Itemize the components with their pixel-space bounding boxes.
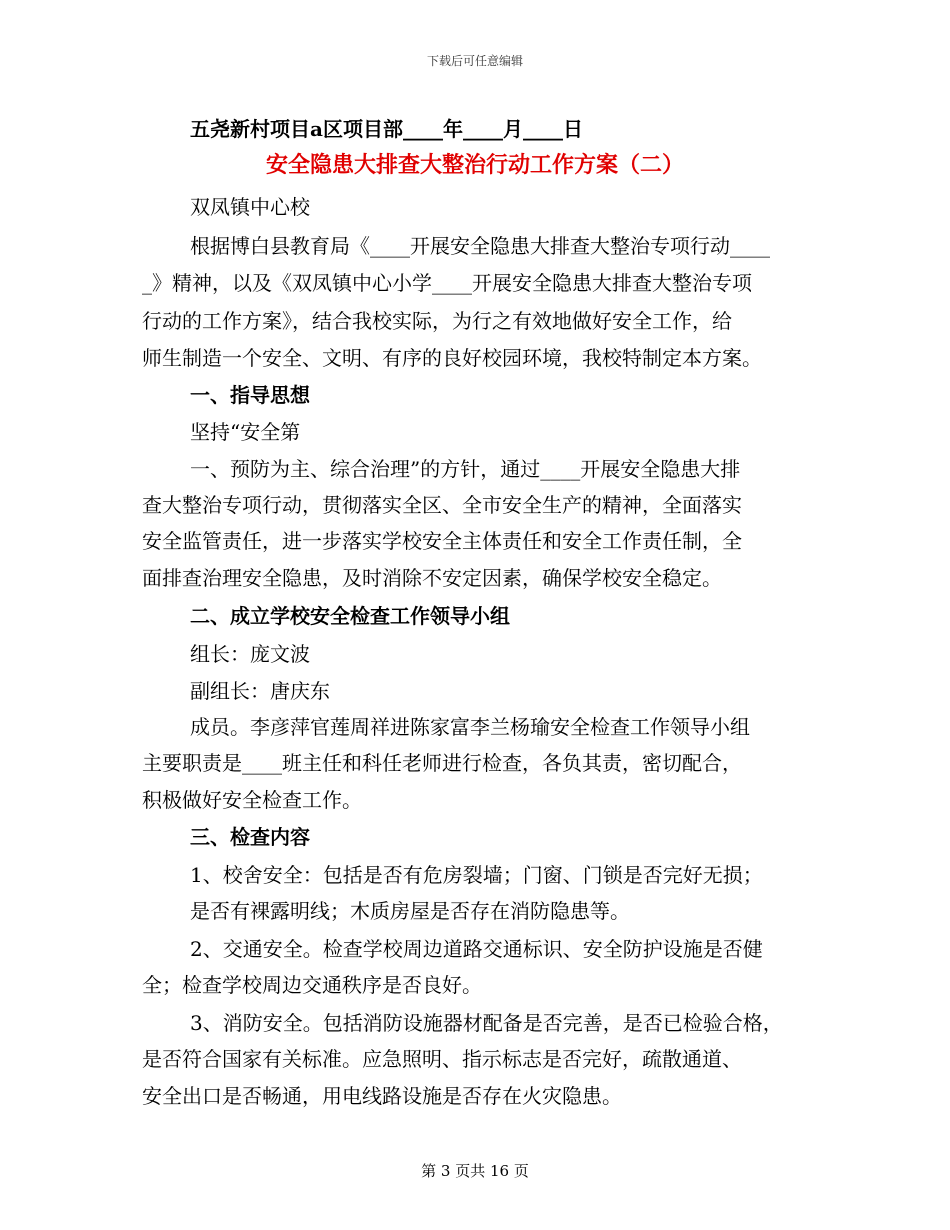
paragraph-line: 是否符合国家有关标准。应急照明、指示标志是否完好，疏散通道、 bbox=[142, 1047, 742, 1071]
document-title: 安全隐患大排查大整治行动工作方案（二） bbox=[265, 152, 684, 178]
project-date-line: 五尧新村项目a区项目部____年____月____日 bbox=[190, 117, 583, 141]
paragraph-line: 安全出口是否畅通，用电线路设施是否存在火灾隐患。 bbox=[142, 1084, 622, 1108]
paragraph-line: 积极做好安全检查工作。 bbox=[142, 788, 362, 812]
paragraph-line: 成员。李彦萍官莲周祥进陈家富李兰杨瑜安全检查工作领导小组 bbox=[190, 715, 750, 739]
paragraph-line: 是否有裸露明线；木质房屋是否存在消防隐患等。 bbox=[190, 899, 630, 923]
list-item: 3、消防安全。包括消防设施器材配备是否完善，是否已检验合格， bbox=[190, 1011, 783, 1035]
section-heading: 二、成立学校安全检查工作领导小组 bbox=[190, 604, 510, 628]
paragraph-line: 主要职责是____班主任和科任老师进行检查，各负其责，密切配合， bbox=[142, 751, 742, 775]
paragraph-line: 根据博白县教育局《____开展安全隐患大排查大整治专项行动____ bbox=[190, 234, 770, 258]
paragraph-line: 查大整治专项行动，贯彻落实全区、全市安全生产的精神，全面落实 bbox=[142, 493, 742, 517]
paragraph-line: 一、预防为主、综合治理”的方针，通过____开展安全隐患大排 bbox=[190, 457, 741, 481]
paragraph-line: 面排查治理安全隐患，及时消除不安定因素，确保学校安全稳定。 bbox=[142, 566, 722, 590]
school-name: 双凤镇中心校 bbox=[190, 195, 310, 219]
paragraph-line: _》精神，以及《双凤镇中心小学____开展安全隐患大排查大整治专项 bbox=[142, 271, 752, 295]
paragraph-line: 师生制造一个安全、文明、有序的良好校园环境，我校特制定本方案。 bbox=[142, 346, 762, 370]
section-heading: 三、检查内容 bbox=[190, 825, 310, 849]
list-item: 1、校舍安全：包括是否有危房裂墙；门窗、门锁是否完好无损； bbox=[190, 863, 763, 887]
page-footer: 第 3 页共 16 页 bbox=[421, 1162, 529, 1180]
paragraph-line: 行动的工作方案》，结合我校实际，为行之有效地做好安全工作，给 bbox=[142, 309, 732, 333]
section-heading: 一、指导思想 bbox=[190, 383, 310, 407]
leader-line: 组长：庞文波 bbox=[190, 642, 310, 666]
paragraph-line: 全；检查学校周边交通秩序是否良好。 bbox=[142, 973, 482, 997]
list-item: 2、交通安全。检查学校周边道路交通标识、安全防护设施是否健 bbox=[190, 937, 763, 961]
paragraph-line: 安全监管责任，进一步落实学校安全主体责任和安全工作责任制，全 bbox=[142, 529, 742, 553]
page-header: 下载后可任意编辑 bbox=[426, 54, 523, 68]
paragraph-line: 坚持“安全第 bbox=[190, 420, 301, 444]
deputy-leader-line: 副组长：唐庆东 bbox=[190, 679, 330, 703]
